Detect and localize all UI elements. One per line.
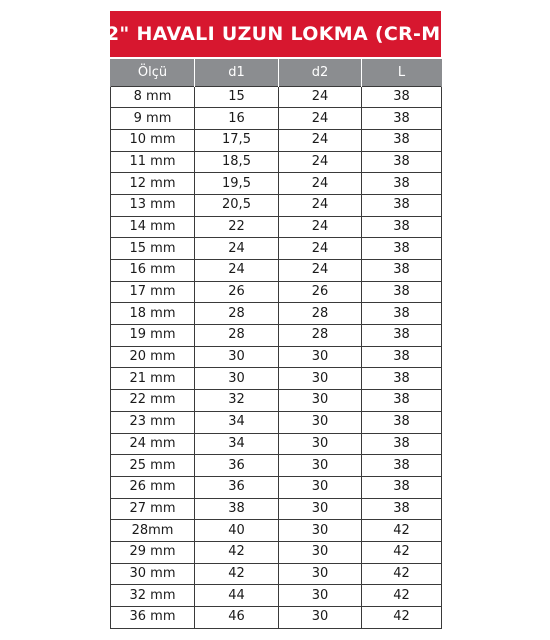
size-cell: 19 mm — [111, 325, 195, 347]
d2-cell: 24 — [279, 108, 362, 130]
l-cell: 38 — [362, 173, 442, 195]
l-cell: 42 — [362, 585, 442, 607]
d2-cell: 30 — [279, 607, 362, 629]
d1-cell: 30 — [195, 346, 279, 368]
l-cell: 38 — [362, 260, 442, 282]
size-cell: 36 mm — [111, 607, 195, 629]
size-cell: 14 mm — [111, 216, 195, 238]
l-cell: 38 — [362, 151, 442, 173]
table-row — [111, 303, 442, 325]
d2-cell: 30 — [279, 390, 362, 412]
table-row — [111, 476, 442, 498]
d1-cell: 17,5 — [195, 129, 279, 151]
table-row — [111, 129, 442, 151]
header-l: L — [362, 58, 442, 86]
l-cell: 38 — [362, 86, 442, 108]
header-d2: d2 — [279, 58, 362, 86]
table-row — [111, 411, 442, 433]
d2-cell: 24 — [279, 260, 362, 282]
l-cell: 38 — [362, 433, 442, 455]
table-row — [111, 260, 442, 282]
table-row — [111, 173, 442, 195]
table-row — [111, 108, 442, 130]
l-cell: 38 — [362, 498, 442, 520]
size-cell: 10 mm — [111, 129, 195, 151]
d1-cell: 19,5 — [195, 173, 279, 195]
d2-cell: 30 — [279, 520, 362, 542]
d1-cell: 38 — [195, 498, 279, 520]
d2-cell: 24 — [279, 216, 362, 238]
size-cell: 12 mm — [111, 173, 195, 195]
table-row — [111, 607, 442, 629]
header-olcu: Ölçü — [111, 58, 195, 86]
d2-cell: 30 — [279, 433, 362, 455]
size-cell: 28mm — [111, 520, 195, 542]
d2-cell: 30 — [279, 411, 362, 433]
size-cell: 18 mm — [111, 303, 195, 325]
d1-cell: 36 — [195, 455, 279, 477]
l-cell: 38 — [362, 390, 442, 412]
d1-cell: 15 — [195, 86, 279, 108]
d1-cell: 34 — [195, 411, 279, 433]
d1-cell: 22 — [195, 216, 279, 238]
d1-cell: 36 — [195, 476, 279, 498]
l-cell: 38 — [362, 476, 442, 498]
size-cell: 29 mm — [111, 541, 195, 563]
d1-cell: 42 — [195, 563, 279, 585]
size-cell: 15 mm — [111, 238, 195, 260]
table-row — [111, 563, 442, 585]
table-row — [111, 585, 442, 607]
d2-cell: 30 — [279, 476, 362, 498]
l-cell: 38 — [362, 411, 442, 433]
l-cell: 38 — [362, 238, 442, 260]
spec-table-container — [85, 11, 466, 629]
d1-cell: 16 — [195, 108, 279, 130]
d2-cell: 24 — [279, 194, 362, 216]
l-cell: 38 — [362, 303, 442, 325]
l-cell: 38 — [362, 194, 442, 216]
l-cell: 42 — [362, 541, 442, 563]
table-row — [111, 346, 442, 368]
d1-cell: 44 — [195, 585, 279, 607]
table-row — [111, 498, 442, 520]
size-cell: 9 mm — [111, 108, 195, 130]
table-body — [111, 86, 442, 628]
l-cell: 38 — [362, 216, 442, 238]
d2-cell: 30 — [279, 585, 362, 607]
d2-cell: 30 — [279, 346, 362, 368]
table-row — [111, 151, 442, 173]
size-cell: 23 mm — [111, 411, 195, 433]
l-cell: 38 — [362, 325, 442, 347]
size-cell: 22 mm — [111, 390, 195, 412]
d1-cell: 42 — [195, 541, 279, 563]
l-cell: 38 — [362, 129, 442, 151]
d2-cell: 30 — [279, 368, 362, 390]
d2-cell: 30 — [279, 563, 362, 585]
table-row — [111, 520, 442, 542]
d2-cell: 24 — [279, 173, 362, 195]
table-row — [111, 541, 442, 563]
size-cell: 26 mm — [111, 476, 195, 498]
size-cell: 20 mm — [111, 346, 195, 368]
d1-cell: 32 — [195, 390, 279, 412]
table-row — [111, 325, 442, 347]
d1-cell: 26 — [195, 281, 279, 303]
l-cell: 38 — [362, 108, 442, 130]
d1-cell: 18,5 — [195, 151, 279, 173]
size-cell: 25 mm — [111, 455, 195, 477]
d1-cell: 34 — [195, 433, 279, 455]
table-row — [111, 238, 442, 260]
header-row — [111, 58, 442, 86]
l-cell: 38 — [362, 346, 442, 368]
d2-cell: 24 — [279, 238, 362, 260]
d2-cell: 24 — [279, 151, 362, 173]
size-cell: 13 mm — [111, 194, 195, 216]
d2-cell: 24 — [279, 129, 362, 151]
d2-cell: 30 — [279, 455, 362, 477]
table-row — [111, 433, 442, 455]
d2-cell: 28 — [279, 325, 362, 347]
table-row — [111, 194, 442, 216]
l-cell: 38 — [362, 368, 442, 390]
d1-cell: 46 — [195, 607, 279, 629]
l-cell: 42 — [362, 607, 442, 629]
spec-table — [110, 57, 442, 629]
size-cell: 8 mm — [111, 86, 195, 108]
size-cell: 16 mm — [111, 260, 195, 282]
table-row — [111, 390, 442, 412]
header-d1: d1 — [195, 58, 279, 86]
size-cell: 30 mm — [111, 563, 195, 585]
table-row — [111, 455, 442, 477]
size-cell: 17 mm — [111, 281, 195, 303]
d2-cell: 24 — [279, 86, 362, 108]
d1-cell: 20,5 — [195, 194, 279, 216]
d1-cell: 30 — [195, 368, 279, 390]
d1-cell: 24 — [195, 238, 279, 260]
d1-cell: 40 — [195, 520, 279, 542]
d2-cell: 28 — [279, 303, 362, 325]
l-cell: 38 — [362, 281, 442, 303]
size-cell: 27 mm — [111, 498, 195, 520]
size-cell: 11 mm — [111, 151, 195, 173]
d1-cell: 24 — [195, 260, 279, 282]
l-cell: 38 — [362, 455, 442, 477]
table-row — [111, 281, 442, 303]
d1-cell: 28 — [195, 325, 279, 347]
table-row — [111, 368, 442, 390]
d2-cell: 26 — [279, 281, 362, 303]
size-cell: 24 mm — [111, 433, 195, 455]
table-title: 1/2" HAVALI UZUN LOKMA (CR-MO) — [110, 11, 441, 57]
l-cell: 42 — [362, 520, 442, 542]
table-row — [111, 216, 442, 238]
d1-cell: 28 — [195, 303, 279, 325]
table-row — [111, 86, 442, 108]
l-cell: 42 — [362, 563, 442, 585]
size-cell: 21 mm — [111, 368, 195, 390]
d2-cell: 30 — [279, 498, 362, 520]
size-cell: 32 mm — [111, 585, 195, 607]
d2-cell: 30 — [279, 541, 362, 563]
